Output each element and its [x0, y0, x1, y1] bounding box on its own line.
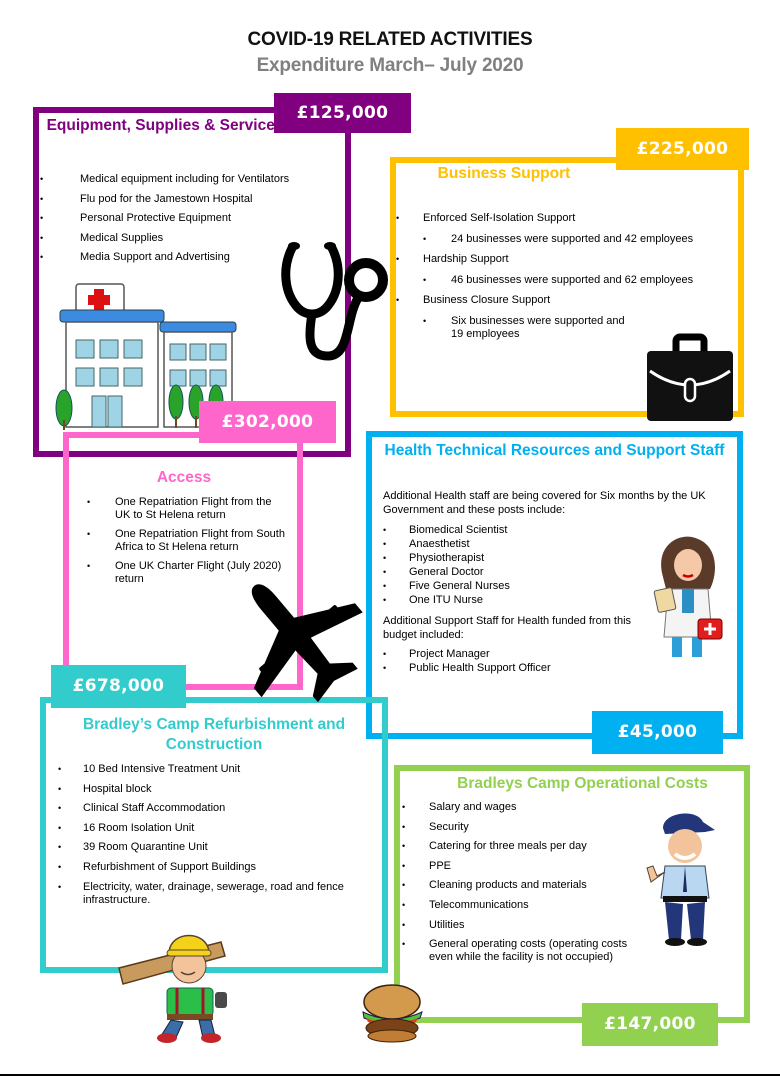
- camp-operations-heading: Bradleys Camp Operational Costs: [457, 775, 708, 792]
- list-item: • Medical Supplies: [40, 232, 289, 245]
- list-item: • Hardship Support: [396, 253, 693, 266]
- list-item: • 10 Bed Intensive Treatment Unit: [58, 763, 378, 776]
- list-item: • Project Manager: [383, 648, 551, 661]
- list-item: • One UK Charter Flight (July 2020) return: [87, 560, 287, 586]
- access-amount-badge: £302,000: [199, 401, 336, 443]
- equipment-list: [40, 173, 289, 271]
- health-support-list: [383, 648, 551, 676]
- list-item: • Catering for three meals per day: [402, 840, 632, 853]
- list-item: • Salary and wages: [402, 801, 632, 814]
- list-item: • Electricity, water, drainage, sewerage, road and fence infrastructure.: [58, 881, 378, 907]
- burger-icon: [358, 982, 426, 1044]
- list-subitem: • 24 businesses were supported and 42 employees: [396, 233, 693, 246]
- list-item: • Cleaning products and materials: [402, 879, 632, 892]
- list-item: • One ITU Nurse: [383, 594, 510, 607]
- health-intro: Additional Health staff are being covered for Six months by the UK Government and these posts include:: [383, 490, 706, 516]
- camp-operations-list: [402, 801, 632, 971]
- builder-icon: [117, 912, 249, 1044]
- list-item: • Personal Protective Equipment: [40, 212, 289, 225]
- airplane-icon: [228, 574, 368, 702]
- list-item: • Refurbishment of Support Buildings: [58, 861, 378, 874]
- security-guard-icon: [645, 808, 721, 946]
- equipment-heading: Equipment, Supplies & Services: [46, 117, 284, 134]
- list-subitem: • 46 businesses were supported and 62 employees: [396, 274, 693, 287]
- health-amount-badge: £45,000: [592, 711, 723, 754]
- list-item: • Telecommunications: [402, 899, 632, 912]
- page-title: COVID-19 RELATED ACTIVITIES: [247, 29, 533, 50]
- list-item: • Flu pod for the Jamestown Hospital: [40, 193, 289, 206]
- list-item: • Anaesthetist: [383, 538, 510, 551]
- list-item: • Enforced Self-Isolation Support: [396, 212, 693, 225]
- equipment-amount-badge: £125,000: [274, 93, 411, 133]
- list-item: • Biomedical Scientist: [383, 524, 510, 537]
- list-item: • Physiotherapist: [383, 552, 510, 565]
- stethoscope-icon: [278, 238, 388, 363]
- list-item: • Media Support and Advertising: [40, 251, 289, 264]
- business-heading: Business Support: [437, 165, 571, 182]
- list-item: • Five General Nurses: [383, 580, 510, 593]
- list-item: • General Doctor: [383, 566, 510, 579]
- list-item: • One Repatriation Flight from South Africa to St Helena return: [87, 528, 287, 554]
- business-list: [396, 212, 693, 349]
- list-item: • 39 Room Quarantine Unit: [58, 841, 378, 854]
- list-subitem: • Six businesses were supported and 19 employees: [396, 315, 636, 341]
- camp-construction-list: [58, 763, 378, 913]
- list-item: • Hospital block: [58, 783, 378, 796]
- list-item: • 16 Room Isolation Unit: [58, 822, 378, 835]
- bottom-rule: [0, 1074, 780, 1076]
- list-item: • Utilities: [402, 919, 632, 932]
- list-item: • General operating costs (operating costs even while the facility is not occupied): [402, 938, 632, 964]
- page-subtitle: Expenditure March– July 2020: [256, 55, 524, 76]
- list-item: • Medical equipment including for Ventilators: [40, 173, 289, 186]
- health-posts-list: [383, 524, 510, 608]
- list-item: • PPE: [402, 860, 632, 873]
- list-item: • Business Closure Support: [396, 294, 693, 307]
- camp-construction-heading: Bradley’s Camp Refurbishment and Construction: [82, 716, 346, 753]
- list-item: • Clinical Staff Accommodation: [58, 802, 378, 815]
- health-heading: Health Technical Resources and Support Staff: [384, 442, 725, 459]
- list-item: • Security: [402, 821, 632, 834]
- camp-operations-amount-badge: £147,000: [582, 1003, 718, 1046]
- briefcase-icon: [646, 333, 734, 423]
- doctor-icon: [652, 533, 724, 661]
- list-item: • Public Health Support Officer: [383, 662, 551, 675]
- camp-construction-amount-badge: £678,000: [51, 665, 186, 708]
- business-amount-badge: £225,000: [616, 128, 749, 170]
- access-heading: Access: [156, 469, 212, 486]
- health-support-intro: Additional Support Staff for Health funded from this budget included:: [383, 615, 632, 641]
- list-item: • One Repatriation Flight from the UK to St Helena return: [87, 496, 287, 522]
